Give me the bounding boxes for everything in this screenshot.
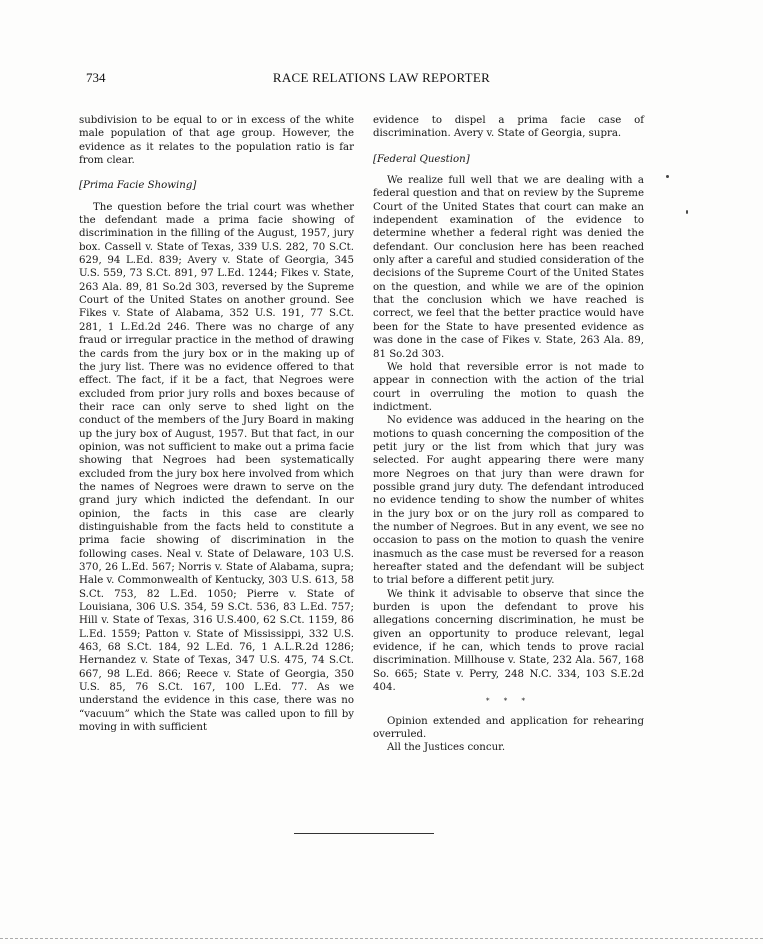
- right-paragraph-6: Opinion extended and application for rehearing overruled.: [373, 715, 644, 741]
- left-paragraph-2: The question before the trial court was whether the defendant made a prima facie showing of discrimination in the filling of the August, 1957, jury box. Cassell v. State of Texas, 339 U.S. 282, 70 S.Ct. 629, 94 L.Ed. 839; Avery v. State of Georgia, 345 U.S. 559, 73 S.Ct. 891, 97 L.Ed. 1244; Fikes v. State, 263 Ala. 89, 81 So.2d 303, reversed by the Supreme Court of the United States on another ground. See Fikes v. State of Alabama, 352 U.S. 191, 77 S.Ct. 281, 1 L.Ed.2d 246. There was no charge of any fraud or irregular practice in the method of drawing the cards from the jury box or in the making up of the jury list. There was no evidence offered to that effect. The fact, if it be a fact, that Negroes were excluded from prior jury rolls and boxes because of their race can only serve to shed light on the conduct of the members of the Jury Board in making up the jury box of August, 1957. But that fact, in our opinion, was not sufficient to make out a prima facie showing that Negroes had been systematically excluded from the jury box here involved from which the names of Negroes were drawn to serve on the grand jury which indicted the defendant. In our opinion, the facts in this case are clearly distinguishable from the facts held to constitute a prima facie showing of discrimination in the following cases. Neal v. State of Delaware, 103 U.S. 370, 26 L.Ed. 567; Norris v. State of Alabama, supra; Hale v. Commonwealth of Kentucky, 303 U.S. 613, 58 S.Ct. 753, 82 L.Ed. 1050; Pierre v. State of Louisiana, 306 U.S. 354, 59 S.Ct. 536, 83 L.Ed. 757; Hill v. State of Texas, 316 U.S.400, 62 S.Ct. 1159, 86 L.Ed. 1559; Patton v. State of Mississippi, 332 U.S. 463, 68 S.Ct. 184, 92 L.Ed. 76, 1 A.L.R.2d 1286; Hernandez v. State of Texas, 347 U.S. 475, 74 S.Ct. 667, 98 L.Ed. 866; Reece v. State of Georgia, 350 U.S. 85, 76 S.Ct. 167, 100 L.Ed. 77. As we understand the evidence in this case, there was no “vacuum” which the State was called upon to fill by moving in with sufficient: [79, 201, 354, 734]
- left-column: [79, 114, 354, 734]
- running-head: RACE RELATIONS LAW REPORTER: [272, 70, 491, 85]
- scan-edge-line: [0, 938, 763, 940]
- right-paragraph-1: evidence to dispel a prima facie case of discrimination. Avery v. State of Georgia, supra.: [373, 115, 644, 140]
- right-paragraph-2: We realize full well that we are dealing with a federal question and that on review by the Supreme Court of the United States that court can make an independent examination of the evidence to determine whether a federal right was denied the defendant. Our conclusion here has been reached only after a careful and studied consideration of the decisions of the Supreme Court of the United States on the question, and while we are of the opinion that the conclusion which we have reached is correct, we feel that the better practice would have been for the State to have presented evidence as was done in the case of Fikes v. State, 263 Ala. 89, 81 So.2d 303.: [373, 175, 644, 360]
- footer-rule: [294, 833, 434, 834]
- section-break-stars: * * *: [486, 697, 531, 706]
- right-column: [373, 114, 644, 755]
- left-paragraph-1: subdivision to be equal to or in excess of the white male population of that age group. However, the evidence as it relates to the population ratio is far from clear.: [79, 115, 354, 167]
- right-paragraph-3: We hold that reversible error is not made to appear in connection with the action of the trial court in overruling the motion to quash the indictment.: [373, 361, 644, 413]
- section-heading-prima-facie: [Prima Facie Showing]: [79, 180, 197, 192]
- scan-speck: [686, 210, 688, 214]
- scan-speck: [666, 175, 669, 178]
- right-paragraph-4: No evidence was adduced in the hearing on the motions to quash concerning the composition of the petit jury or the list from which that jury was selected. For aught appearing there were many more Negroes on that jury than were drawn for possible grand jury duty. The defendant introduced no evidence tending to show the number of whites in the jury box or on the jury roll as compared to the number of Negroes. But in any event, we see no occasion to pass on the motion to quash the venire inasmuch as the case must be reversed for a reason hereafter stated and the defendant will be subject to trial before a different petit jury.: [373, 415, 644, 587]
- page-number: 734: [86, 70, 106, 85]
- section-heading-federal-question: [Federal Question]: [373, 153, 470, 165]
- right-paragraph-5: We think it advisable to observe that since the burden is upon the defendant to prove his allegations concerning discrimination, he must be given an opportunity to produce relevant, legal evidence, if he can, which tends to prove racial discrimination. Millhouse v. State, 232 Ala. 567, 168 So. 665; State v. Perry, 248 N.C. 334, 103 S.E.2d 404.: [373, 588, 644, 694]
- right-paragraph-7: All the Justices concur.: [387, 742, 506, 754]
